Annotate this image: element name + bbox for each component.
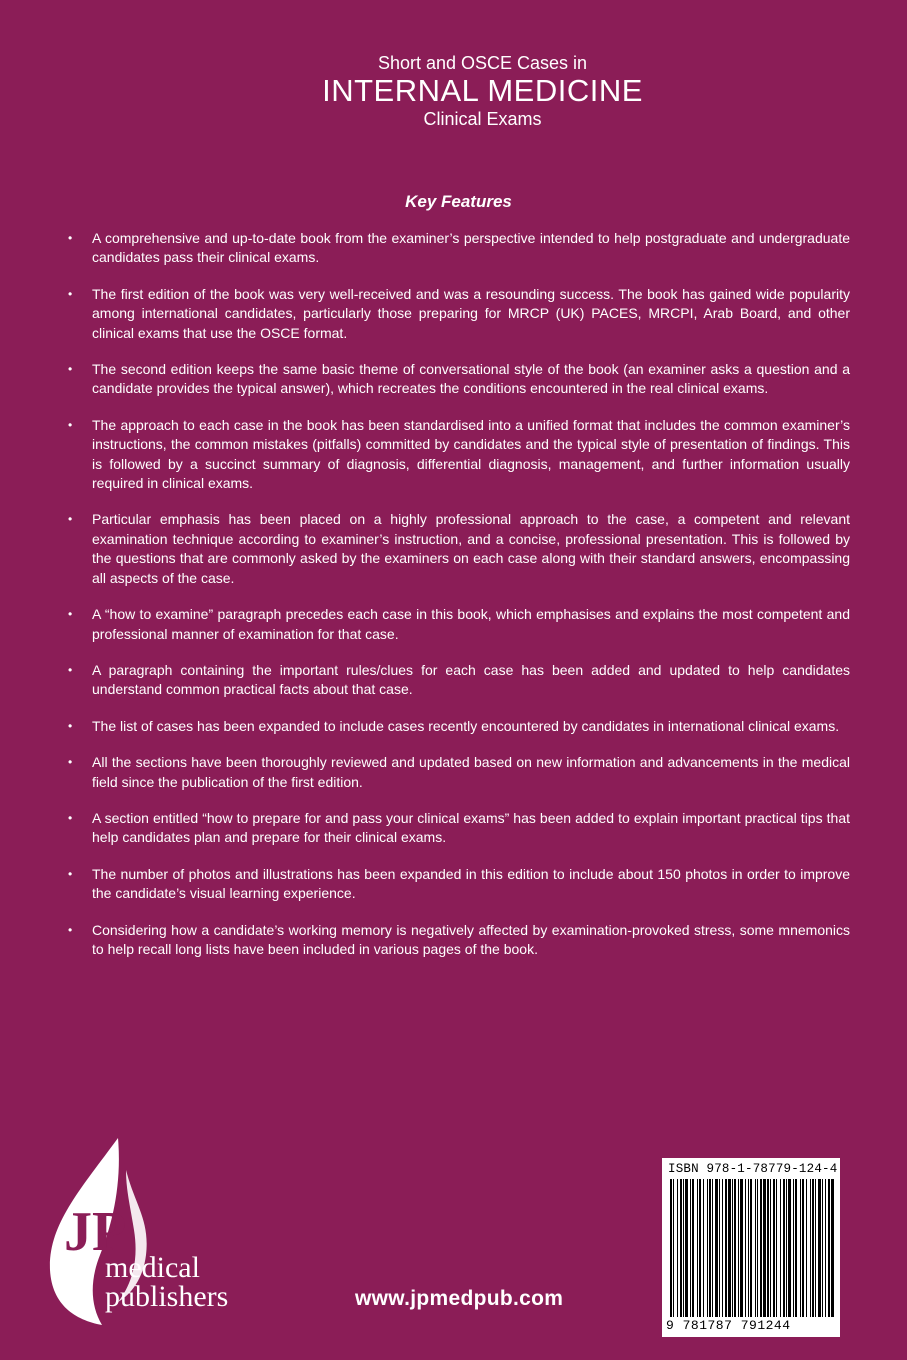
bullet-icon: • — [68, 755, 73, 770]
bullet-icon: • — [68, 512, 73, 527]
title-line-1: Short and OSCE Cases in — [377, 53, 588, 73]
barcode-bar — [815, 1179, 816, 1317]
barcode-bar — [810, 1179, 811, 1317]
bullet-icon: • — [68, 810, 73, 825]
feature-item — [68, 605, 850, 644]
bullet-icon: • — [68, 718, 73, 733]
barcode-bar — [831, 1179, 834, 1317]
isbn-barcode — [662, 1158, 840, 1337]
publisher-name — [105, 1253, 228, 1311]
feature-item — [68, 661, 850, 700]
bullet-icon: • — [68, 231, 73, 245]
bullet-icon: • — [68, 607, 73, 622]
barcode-bar — [788, 1179, 791, 1317]
feature-item — [68, 921, 850, 960]
barcode-bar — [725, 1179, 727, 1317]
feature-text: A comprehensive and up-to-date book from the examiner’s perspective intended to help postgraduate and undergraduate candidates pass their clinical exams. — [92, 230, 850, 266]
title-line-3: Clinical Exams — [423, 109, 542, 129]
barcode-bar — [740, 1179, 743, 1317]
barcode-bar — [709, 1179, 711, 1317]
publisher-line-1: medical — [105, 1251, 200, 1284]
feature-item — [68, 717, 850, 736]
barcode-bar — [685, 1179, 688, 1317]
barcode-bar — [690, 1179, 691, 1317]
barcode-bar — [673, 1179, 674, 1317]
barcode-bar — [812, 1179, 814, 1317]
barcode-bar — [728, 1179, 731, 1317]
feature-item — [68, 416, 850, 494]
feature-item — [68, 753, 850, 792]
barcode-bar — [748, 1179, 749, 1317]
barcode-bar — [722, 1179, 723, 1317]
barcode-bar — [822, 1179, 823, 1317]
feature-text: Particular emphasis has been placed on a highly professional approach to the case, a competent and relevant examination technique according to examiner’s instruction, and a concise, professional presentation. This is followed by the questions that are commonly asked by the examiners on each case along with their standard answers, encompassing all aspects of the case. — [92, 511, 850, 586]
feature-text: The approach to each case in the book has been standardised into a unified format that includes the common examiner’s instructions, the common mistakes (pitfalls) committed by candidates and the typical style of presentation of findings. This is followed by a succinct summary of diagnosis, differential diagnosis, management, and further information usually required in clinical exams. — [92, 416, 850, 492]
barcode-bar — [783, 1179, 785, 1317]
feature-text: A “how to examine” paragraph precedes each case in this book, which emphasises and explains the most competent and professional manner of examination for that case. — [92, 606, 850, 642]
feature-text: The second edition keeps the same basic theme of conversational style of the book (an examiner asks a question and a candidate provides the typical answer), which recreates the conditions encountered in the real clinical exams. — [92, 361, 850, 397]
barcode-bar — [767, 1179, 769, 1317]
barcode-bar — [773, 1179, 775, 1317]
feature-item — [68, 285, 850, 343]
bullet-icon: • — [68, 362, 73, 377]
barcode-bar — [738, 1179, 739, 1317]
bullet-icon: • — [68, 662, 73, 677]
bullet-icon: • — [68, 286, 73, 301]
barcode-bar — [719, 1179, 720, 1317]
barcode-bar — [707, 1179, 708, 1317]
barcode-bars-icon — [668, 1179, 834, 1317]
bullet-icon: • — [68, 922, 73, 937]
barcode-bar — [692, 1179, 694, 1317]
barcode-bar — [818, 1179, 821, 1317]
barcode-bar — [770, 1179, 771, 1317]
barcode-bar — [780, 1179, 781, 1317]
barcode-bar — [745, 1179, 746, 1317]
barcode-bar — [763, 1179, 766, 1317]
logo-letters: JP — [64, 1201, 127, 1263]
feature-item — [68, 865, 850, 904]
barcode-bar — [697, 1179, 698, 1317]
barcode-bar — [755, 1179, 756, 1317]
publisher-line-2: publishers — [105, 1280, 229, 1313]
barcode-bar — [795, 1179, 797, 1317]
barcode-bar — [786, 1179, 787, 1317]
feature-text: The number of photos and illustrations has been expanded in this edition to include about 150 photos in order to improve the candidate’s visual learning experience. — [92, 865, 850, 902]
feature-text: The first edition of the book was very well-received and was a resounding success. The book has gained wide popularity among international candidates, particularly those preparing for MRCP (UK) PACES, MRCPI, Arab Board, and other clinical exams that use the OSCE format. — [92, 285, 850, 341]
barcode-bar — [828, 1179, 830, 1317]
barcode-bar — [734, 1179, 736, 1317]
barcode-bar — [802, 1179, 804, 1317]
barcode-bar — [776, 1179, 777, 1317]
barcode-bar — [800, 1179, 801, 1317]
barcode-bar — [750, 1179, 752, 1317]
bullet-icon: • — [68, 417, 73, 432]
feature-text: A paragraph containing the important rules/clues for each case has been added and updated to help candidates understand common practical facts about that case. — [92, 661, 850, 698]
book-title — [0, 52, 907, 130]
key-features-heading: Key Features — [405, 192, 512, 211]
barcode-bar — [757, 1179, 758, 1317]
feature-text: All the sections have been thoroughly reviewed and updated based on new information and advancements in the medical field since the publication of the first edition. — [92, 754, 850, 790]
barcode-bar — [680, 1179, 682, 1317]
bullet-icon: • — [68, 866, 73, 881]
barcode-bar — [715, 1179, 718, 1317]
barcode-bar — [703, 1179, 704, 1317]
barcode-bar — [683, 1179, 684, 1317]
barcode-bar — [806, 1179, 807, 1317]
feature-item — [68, 360, 850, 399]
publisher-url[interactable]: www.jpmedpub.com — [355, 1287, 564, 1310]
feature-text: The list of cases has been expanded to include cases recently encountered by candidates in international clinical exams. — [92, 717, 840, 734]
feature-text: Considering how a candidate’s working memory is negatively affected by examination-provoked stress, some mnemonics to help recall long lists have been included in various pages of the book. — [92, 921, 850, 957]
title-line-2: INTERNAL MEDICINE — [322, 73, 643, 108]
barcode-bar — [699, 1179, 701, 1317]
barcode-digits: 9 781787 791244 — [666, 1318, 791, 1333]
barcode-bar — [677, 1179, 678, 1317]
barcode-bar — [793, 1179, 794, 1317]
barcode-bar — [825, 1179, 826, 1317]
barcode-bar — [712, 1179, 713, 1317]
features-list — [68, 229, 850, 976]
feature-item — [68, 229, 850, 268]
feature-item — [68, 809, 850, 848]
barcode-bar — [760, 1179, 762, 1317]
isbn-label: ISBN 978-1-78779-124-4 — [668, 1162, 838, 1176]
barcode-bar — [732, 1179, 733, 1317]
barcode-bar — [670, 1179, 672, 1317]
feature-text: A section entitled “how to prepare for and pass your clinical exams” has been added to explain important practical tips that help candidates plan and prepare for their clinical exams. — [92, 809, 850, 846]
feature-item — [68, 510, 850, 588]
